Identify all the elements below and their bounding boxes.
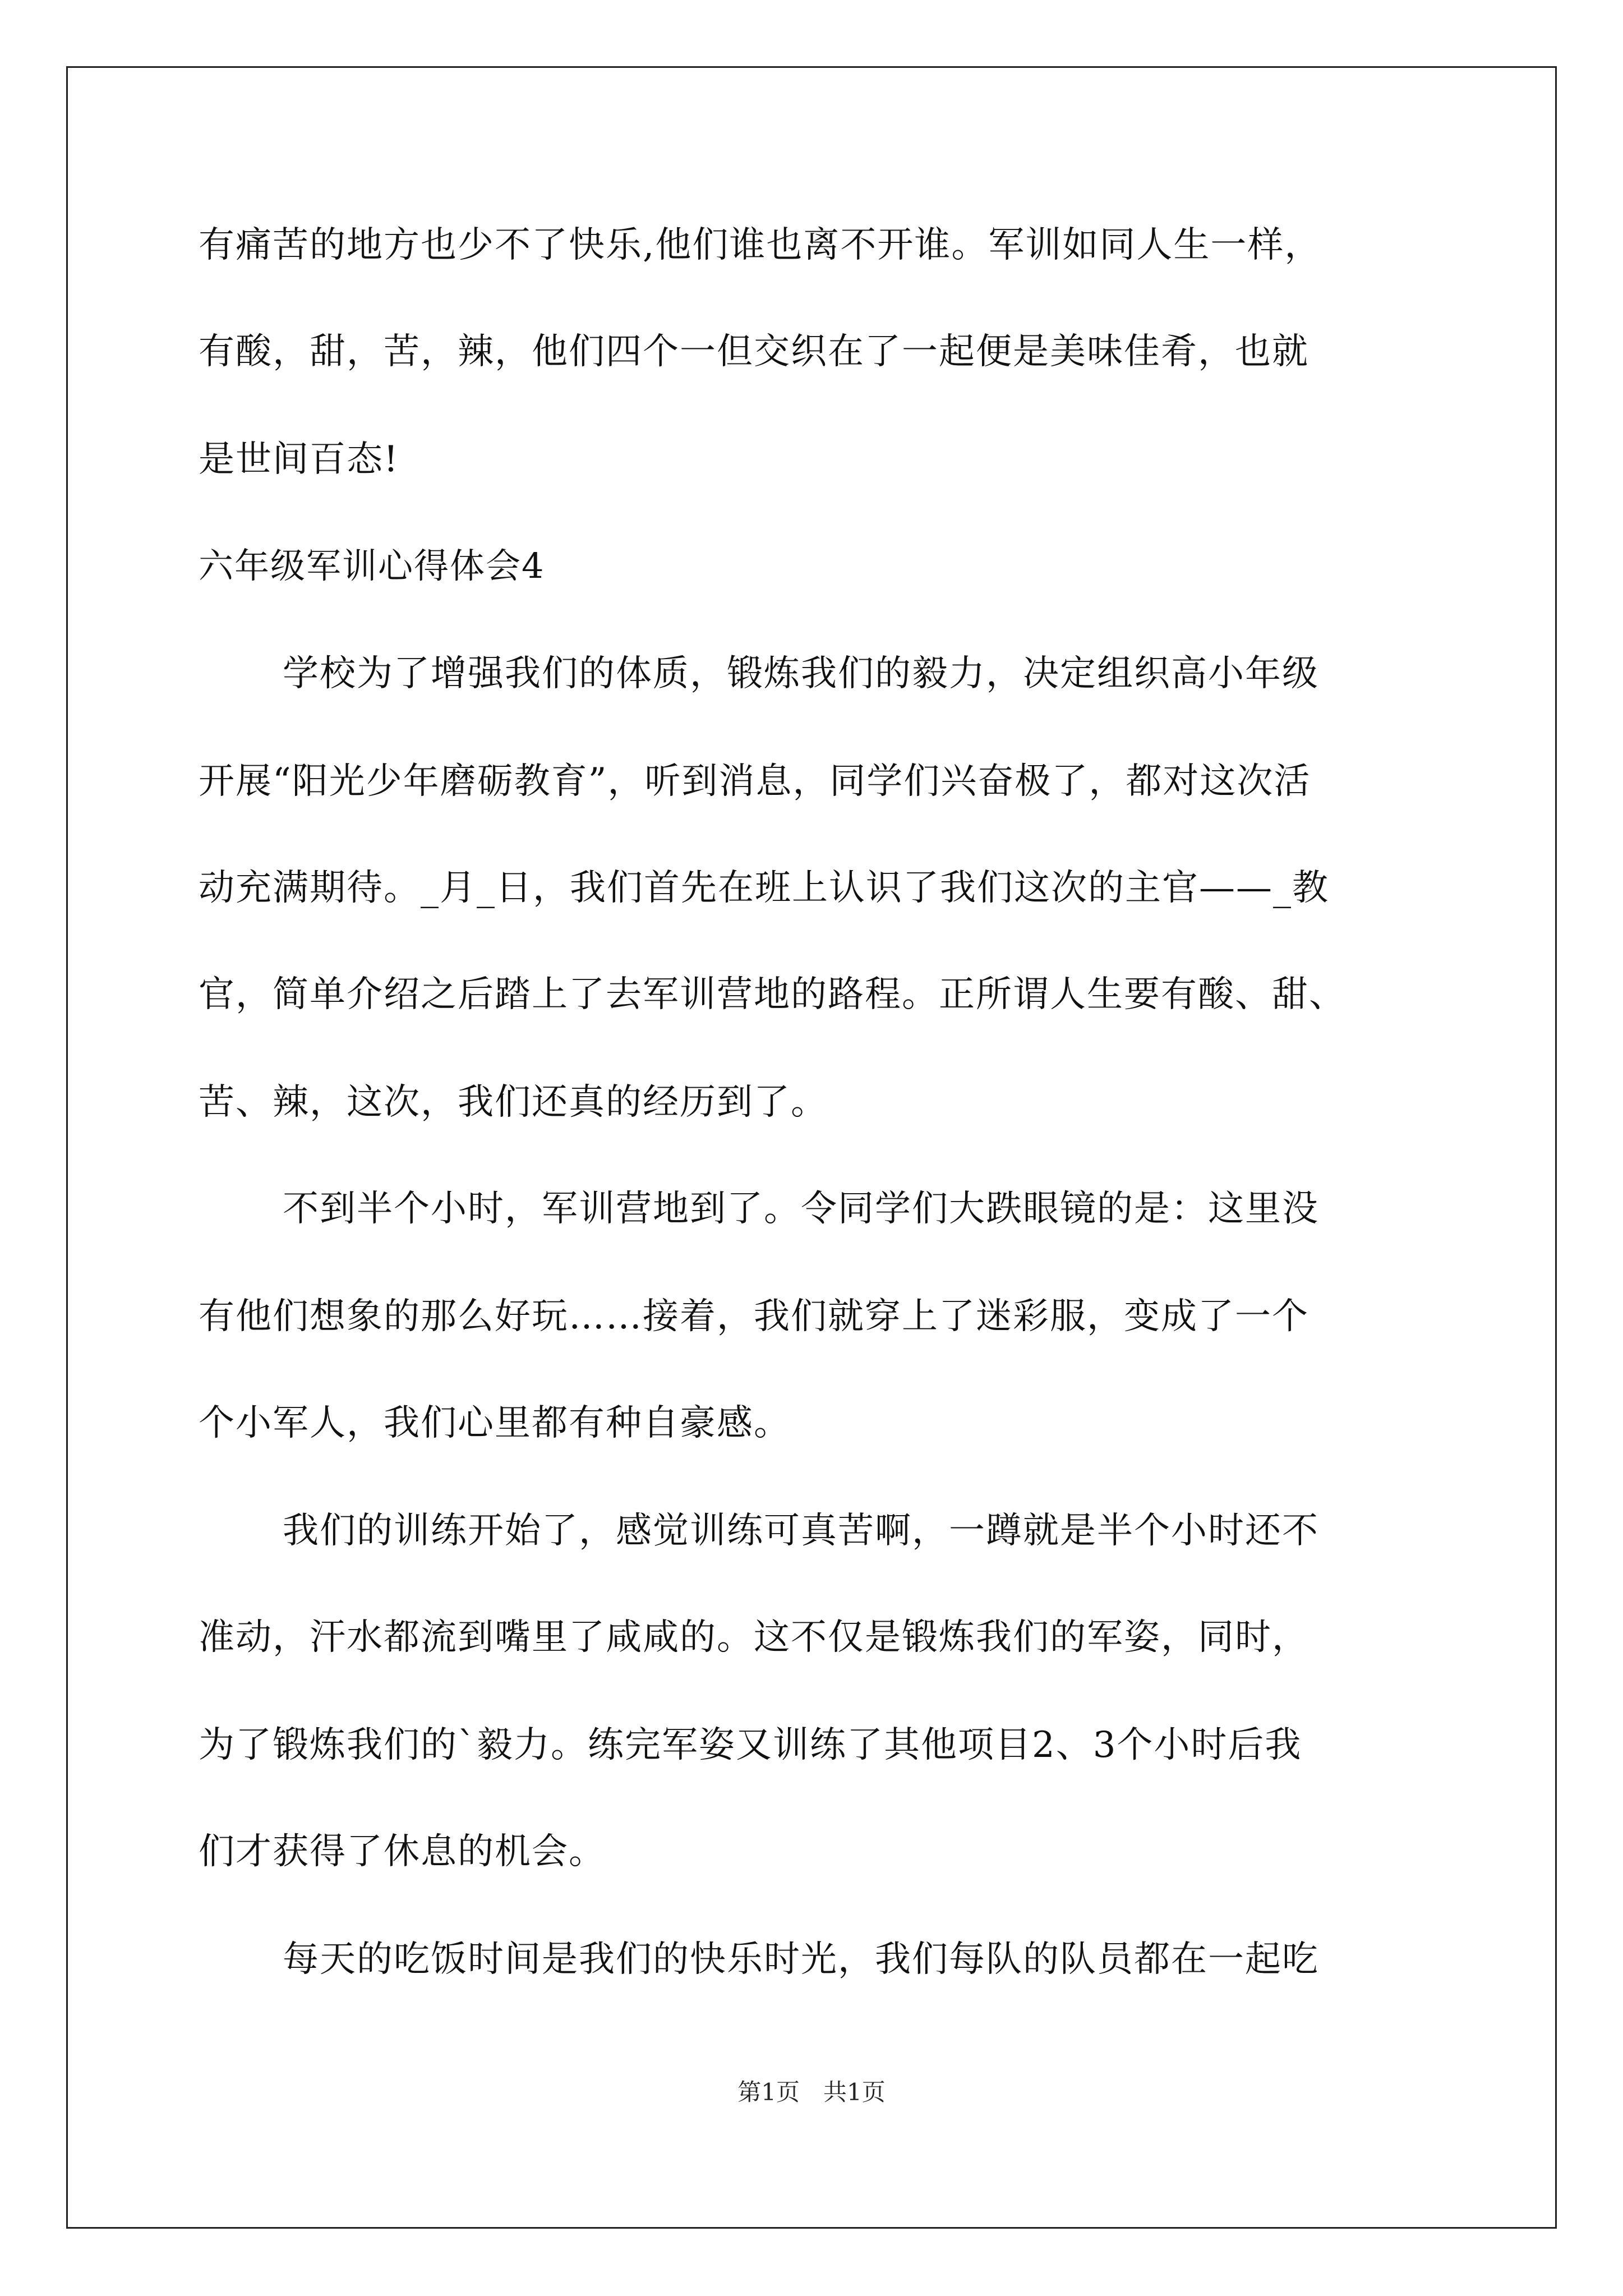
paragraph-start-line: 学校为了增强我们的体质，锻炼我们的毅力，决定组织高小年级: [283, 653, 1319, 694]
page-number-footer: 第1页 共1页: [737, 2078, 886, 2106]
text-line: 官，简单介绍之后踏上了去军训营地的路程。正所谓人生要有酸、甜、: [199, 974, 1346, 1015]
section-heading: 六年级军训心得体会4: [199, 545, 545, 586]
paragraph-start-line: 不到半个小时，军训营地到了。令同学们大跌眼镜的是：这里没: [283, 1188, 1319, 1230]
text-line: 个小军人，我们心里都有种自豪感。: [199, 1402, 791, 1444]
text-line: 准动，汗水都流到嘴里了咸咸的。这不仅是锻炼我们的军姿，同时，: [199, 1617, 1309, 1658]
text-line: 有酸，甜，苦，辣，他们四个一但交织在了一起便是美味佳肴，也就: [199, 331, 1309, 372]
text-line: 苦、辣，这次，我们还真的经历到了。: [199, 1082, 828, 1123]
text-line: 动充满期待。_月_日，我们首先在班上认识了我们这次的主官——_教: [199, 867, 1329, 909]
text-line: 有他们想象的那么好玩……接着，我们就穿上了迷彩服，变成了一个: [199, 1296, 1309, 1337]
paragraph-start-line: 每天的吃饭时间是我们的快乐时光，我们每队的队员都在一起吃: [283, 1939, 1319, 1980]
text-line: 们才获得了休息的机会。: [199, 1831, 606, 1872]
text-line: 是世间百态!: [199, 439, 399, 480]
text-line: 有痛苦的地方也少不了快乐,他们谁也离不开谁。军训如同人生一样，: [199, 224, 1322, 266]
text-line: 开展“阳光少年磨砺教育”，听到消息，同学们兴奋极了，都对这次活: [199, 761, 1311, 802]
paragraph-start-line: 我们的训练开始了，感觉训练可真苦啊，一蹲就是半个小时还不: [283, 1510, 1319, 1552]
page-border: [66, 66, 1557, 2229]
text-line: 为了锻炼我们的`毅力。练完军姿又训练了其他项目2、3个小时后我: [199, 1724, 1302, 1766]
